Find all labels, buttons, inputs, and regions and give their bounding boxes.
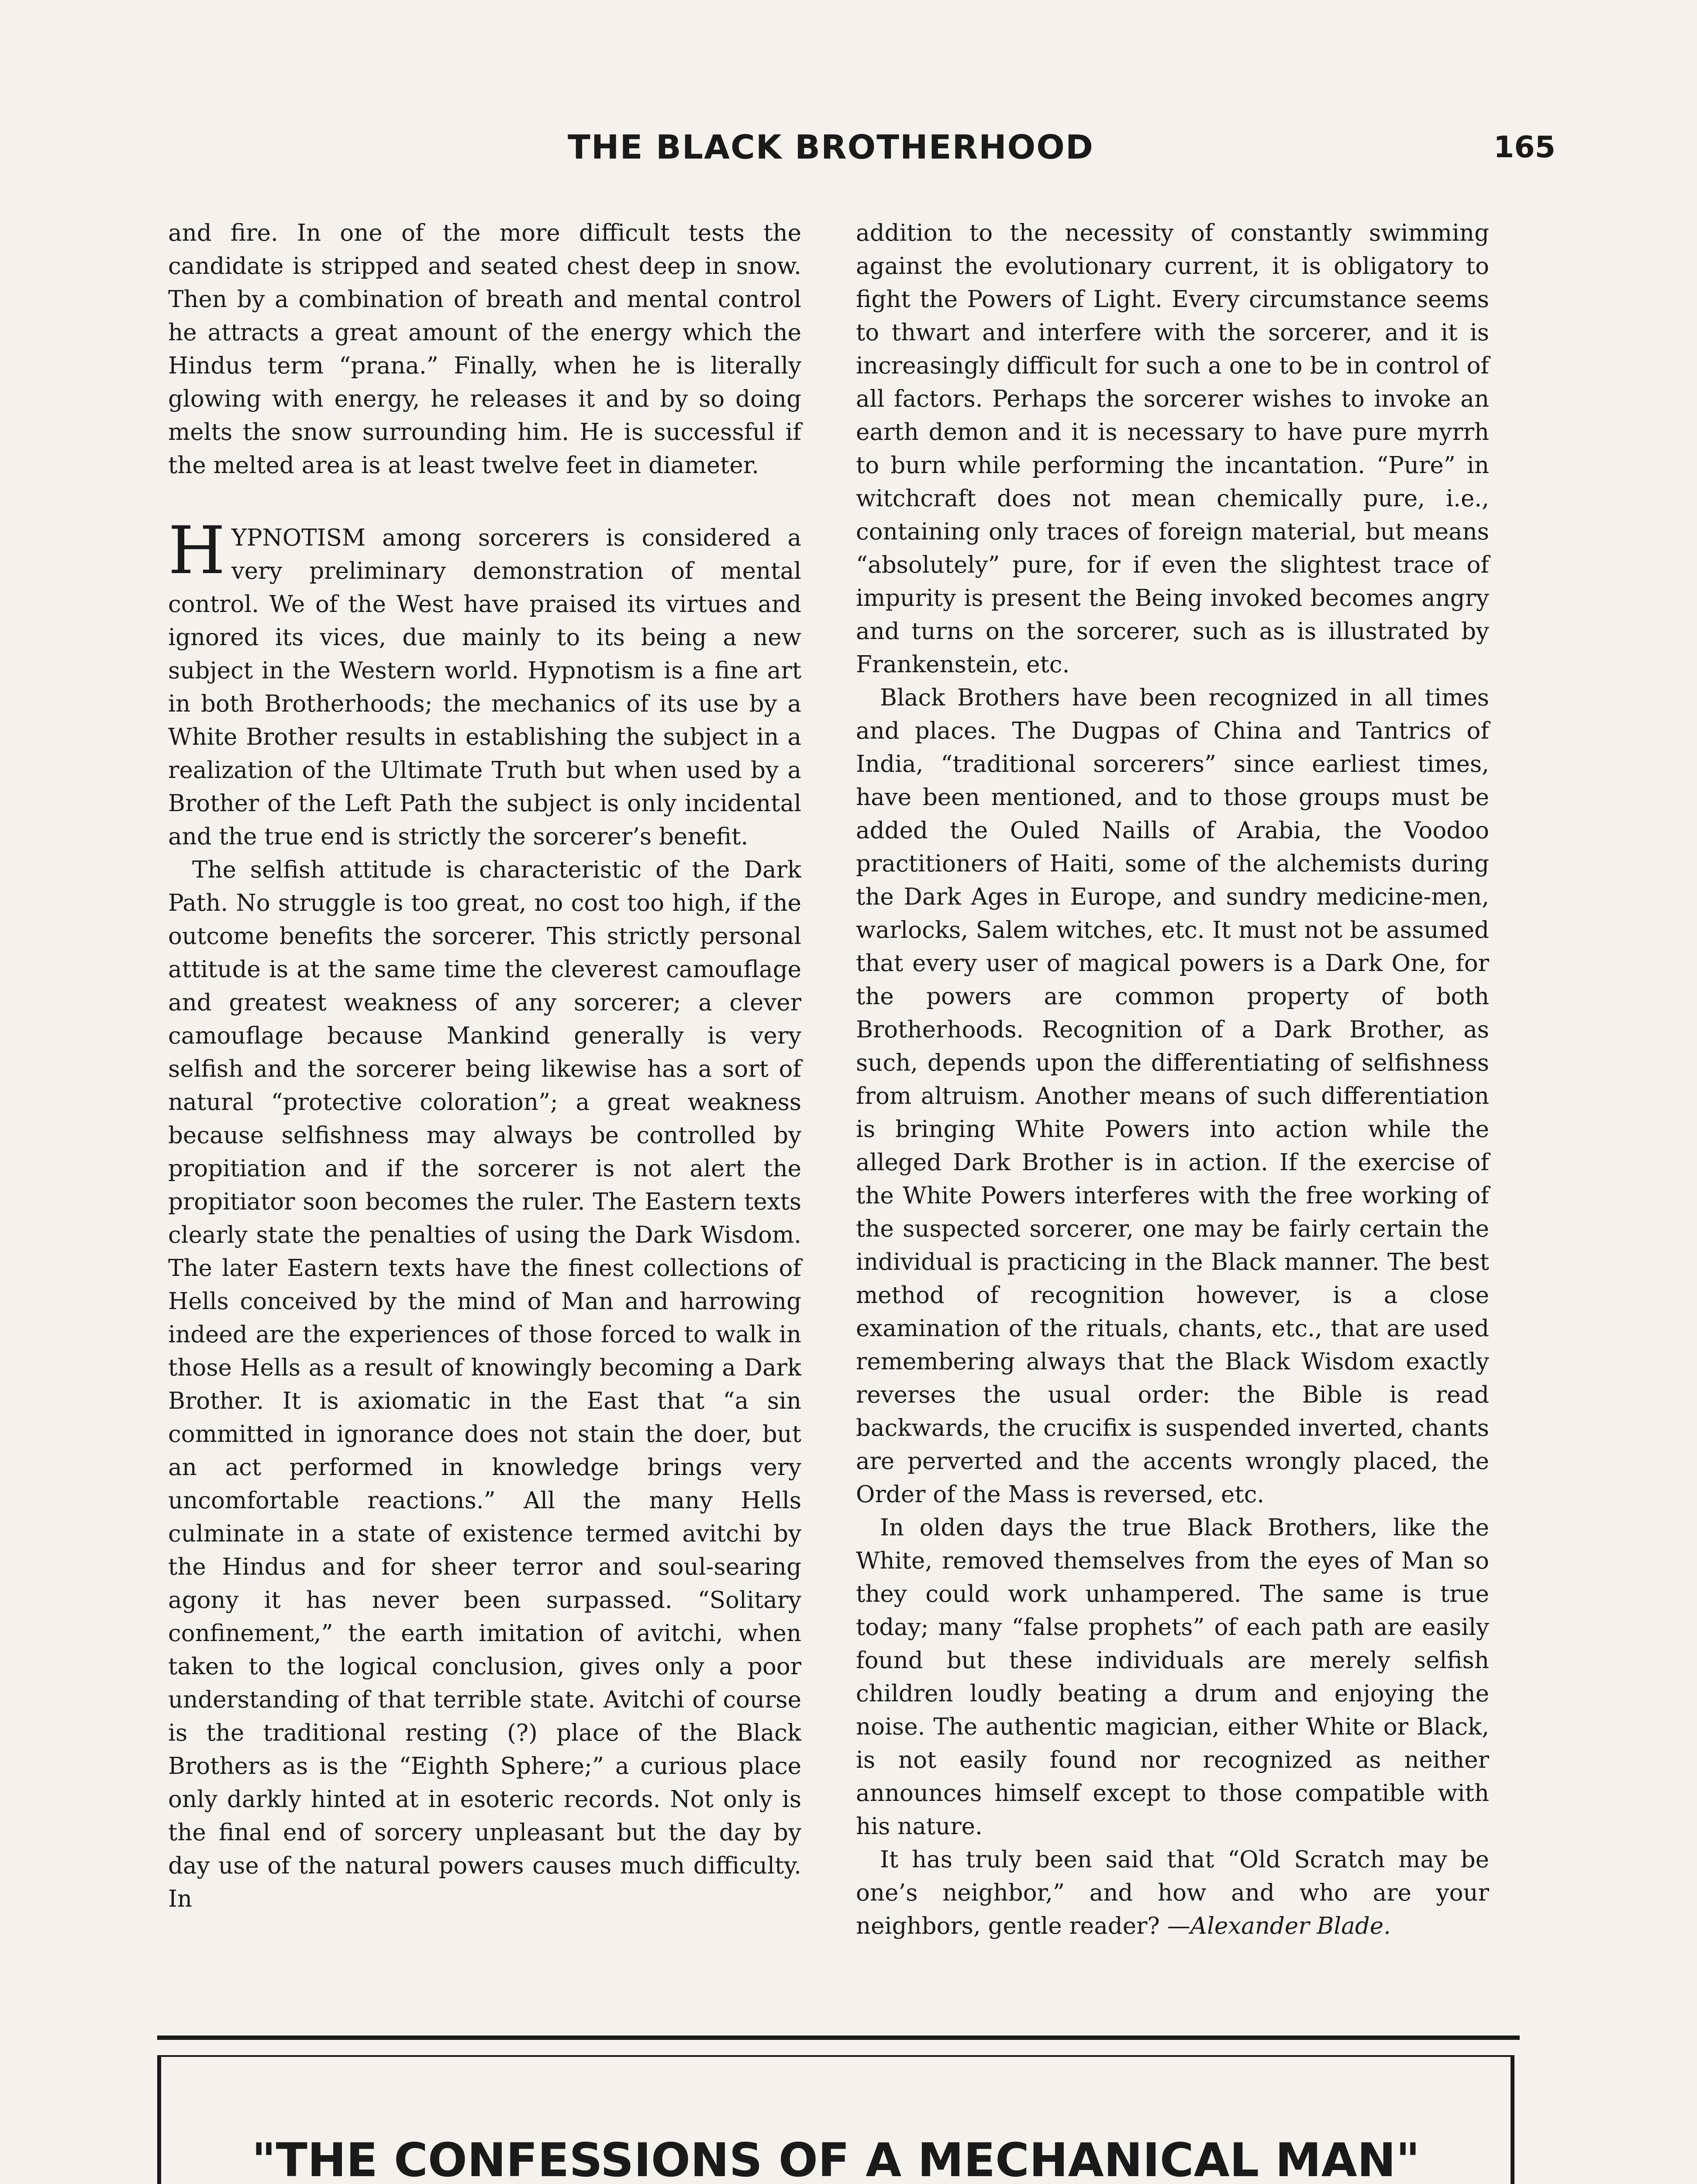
right-column	[856, 217, 1489, 1943]
paragraph-text: YPNOTISM among sorcerers is considered a very preliminary demonstration of mental control. We of the West have praised its virtues and ignored its vices, due mainly to its being a new subject in the Western world. Hypnotism is a fine art in both Brotherhoods; the mechanics of its use by a White Brother results in establishing the subject in a realization of the Ultimate Truth but when used by a Brother of the Left Path the subject is only incidental and the true end is strictly the sorcerer’s benefit.	[168, 525, 801, 850]
divider-rule	[157, 2035, 1520, 2040]
page-number: 165	[1493, 130, 1556, 165]
paragraph: and fire. In one of the more difficult tests the candidate is stripped and seated chest deep in snow. Then by a combination of breath and mental control he attracts a great amount of the energy which the Hindus term “prana.” Finally, when he is literally glowing with energy, he releases it and by so doing melts the snow surrounding him. He is successful if the melted area is at least twelve feet in diameter.	[168, 220, 801, 479]
ad-title: "THE CONFESSIONS OF A MECHANICAL MAN"	[252, 2133, 1420, 2184]
paragraph-text: It has truly been said that “Old Scratch may be one’s neighbor,” and how and who are your neighbors, gentle reader?	[856, 1846, 1489, 1939]
paragraph: In olden days the true Black Brothers, like the White, removed themselves from the eyes of Man so they could work unhampered. The same is true today; many “false prophets” of each path are easily found but these individuals are merely selfish children loudly beating a drum and enjoying the noise. The authentic magician, either White or Black, is not easily found nor recognized as neither announces himself except to those compatible with his nature.	[856, 1514, 1489, 1840]
paragraph: The selfish attitude is characteristic of the Dark Path. No struggle is too great, no cost too high, if the outcome benefits the sorcerer. This strictly personal attitude is at the same time the cleverest camouflage and greatest weakness of any sorcerer; a clever camouflage because Mankind generally is very selfish and the sorcerer being likewise has a sort of natural “protective coloration”; a great weakness because selfishness may always be controlled by propitiation and if the sorcerer is not alert the propitiator soon becomes the ruler. The Eastern texts clearly state the penalties of using the Dark Wisdom. The later Eastern texts have the finest collections of Hells conceived by the mind of Man and harrowing indeed are the experiences of those forced to walk in those Hells as a result of knowingly becoming a Dark Brother. It is axiomatic in the East that “a sin committed in ignorance does not stain the doer, but an act performed in knowledge brings very uncomfortable reactions.” All the many Hells culminate in a state of existence termed avitchi by the Hindus and for sheer terror and soul-searing agony it has never been surpassed. “Solitary confinement,” the earth imitation of avitchi, when taken to the logical conclusion, gives only a poor understanding of that terrible state. Avitchi of course is the traditional resting (?) place of the Black Brothers as is the “Eighth Sphere;” a curious place only darkly hinted at in esoteric records. Not only is the final end of sorcery unpleasant but the day by day use of the natural powers causes much difficulty. In	[168, 857, 801, 1912]
left-column	[168, 217, 801, 1916]
running-title: THE BLACK BROTHERHOOD	[568, 128, 1094, 166]
paragraph-hypnotism	[168, 513, 801, 854]
paragraph: addition to the necessity of constantly swimming against the evolutionary current, it is obligatory to fight the Powers of Light. Every circumstance seems to thwart and interfere with the sorcerer, and it is increasingly difficult for such a one to be in control of all factors. Perhaps the sorcerer wishes to invoke an earth demon and it is necessary to have pure myrrh to burn while performing the incantation. “Pure” in witchcraft does not mean chemically pure, i.e., containing only traces of foreign material, but means “absolutely” pure, for if even the slightest trace of impurity is present the Being invoked becomes angry and turns on the sorcerer, such as is illustrated by Frankenstein, etc.	[856, 220, 1489, 678]
author-signature: —Alexander Blade.	[1167, 1913, 1391, 1939]
closing-paragraph	[856, 1843, 1489, 1943]
drop-cap: H	[168, 513, 225, 589]
paragraph: Black Brothers have been recognized in all times and places. The Dugpas of China and Tantrics of India, “traditional sorcerers” since earliest times, have been mentioned, and to those groups must be added the Ouled Naills of Arabia, the Voodoo practitioners of Haiti, some of the alchemists during the Dark Ages in Europe, and sundry medicine-men, warlocks, Salem witches, etc. It must not be assumed that every user of magical powers is a Dark One, for the powers are common property of both Brotherhoods. Recognition of a Dark Brother, as such, depends upon the differentiating of selfishness from altruism. Another means of such differentiation is bringing White Powers into action while the alleged Dark Brother is in action. If the exercise of the White Powers interferes with the free working of the suspected sorcerer, one may be fairly certain the individual is practicing in the Black manner. The best method of recognition however, is a close examination of the rituals, chants, etc., that are used remembering always that the Black Wisdom exactly reverses the usual order: the Bible is read backwards, the crucifix is suspended inverted, chants are perverted and the accents wrongly placed, the Order of the Mass is reversed, etc.	[856, 684, 1489, 1508]
advertisement-box	[157, 2055, 1514, 2184]
